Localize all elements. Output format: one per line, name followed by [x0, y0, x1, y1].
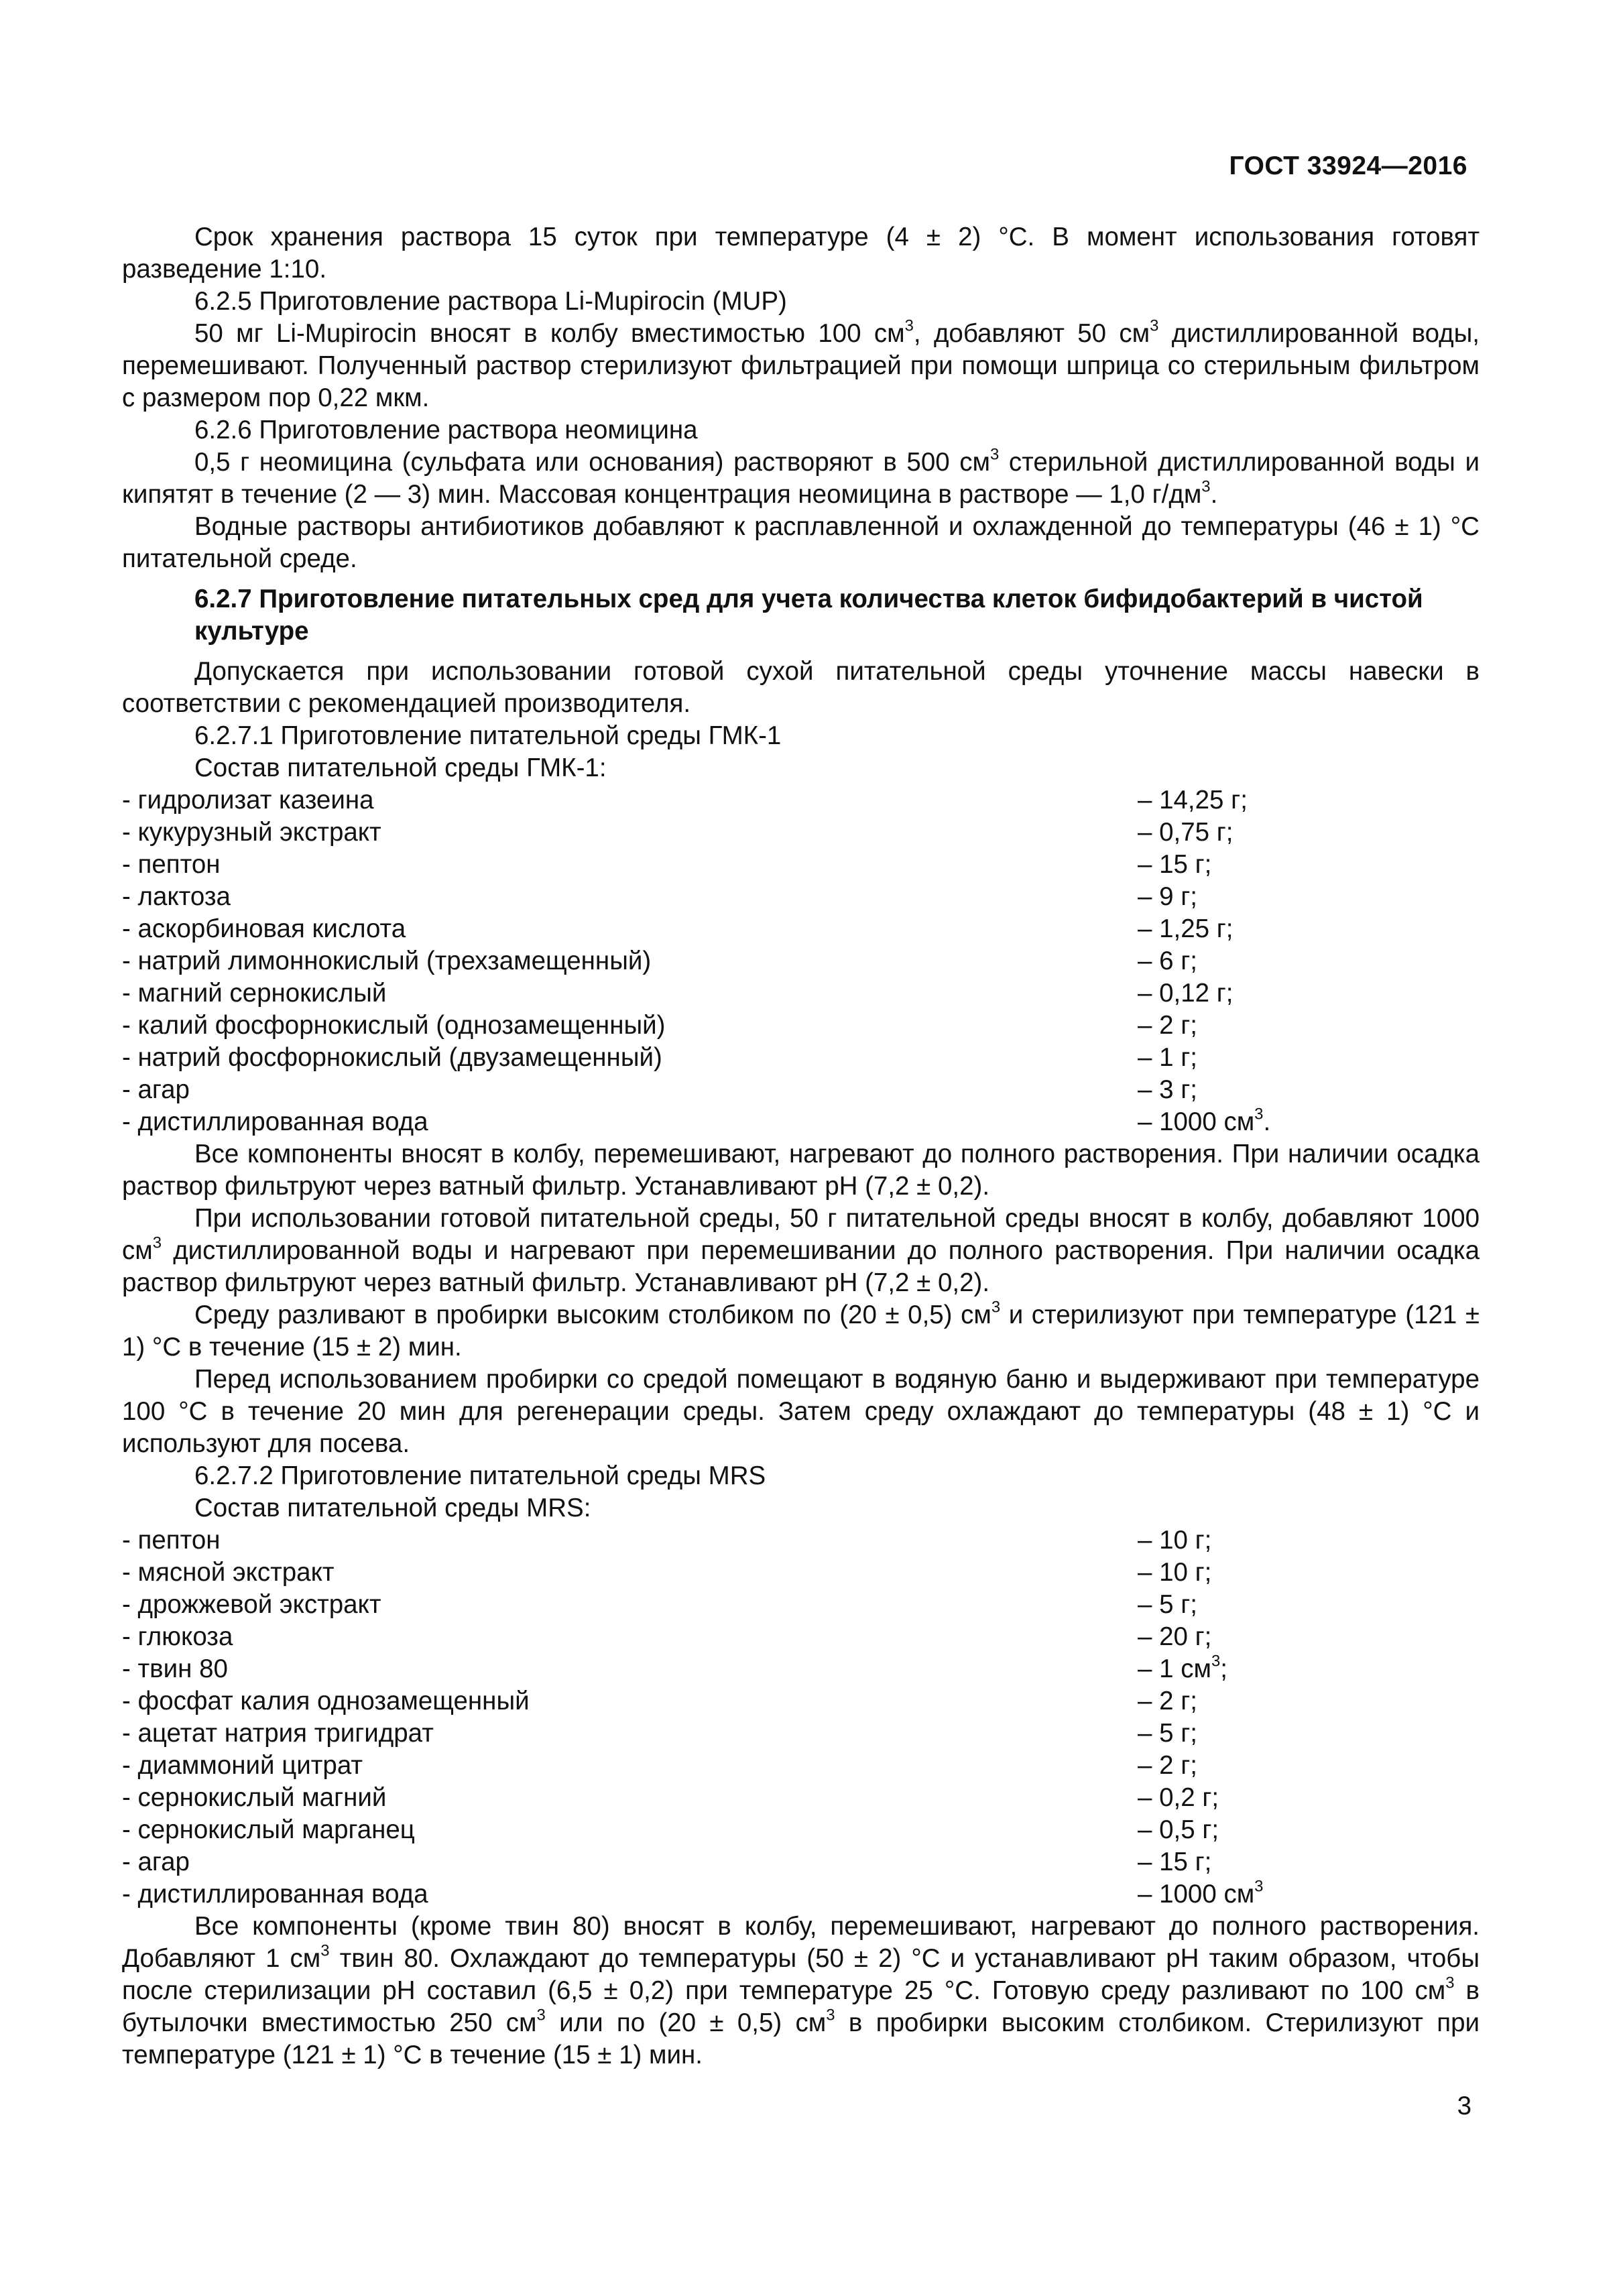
list-item: - лактоза – 9 г;: [122, 882, 1197, 911]
list-item: - ацетат натрия тригидрат – 5 г;: [122, 1719, 1197, 1748]
section-6-2-7-1-title: 6.2.7.1 Приготовление питательной среды ГМК-1: [194, 721, 782, 750]
paragraph-before-use: Перед использованием пробирки со средой помещают в водяную баню и выдерживают при температуре 100 °С в течение 20 мин для регенерации среды. Затем среду охлаждают до температуры (48 ± 1) °С и используют для посева.: [122, 1365, 1480, 1458]
list-item: - дрожжевой экстракт – 5 г;: [122, 1590, 1197, 1619]
list-item: - фосфат калия однозамещенный – 2 г;: [122, 1687, 1197, 1715]
list-item: - диаммоний цитрат – 2 г;: [122, 1751, 1197, 1780]
list-item: - пептон – 15 г;: [122, 850, 1212, 879]
list-item: - калий фосфорнокислый (однозамещенный) – 2 г;: [122, 1011, 1197, 1040]
section-6-2-5-title: 6.2.5 Приготовление раствора Li-Mupirocin (MUP): [194, 287, 787, 316]
paragraph-antibiotics: Водные растворы антибиотиков добавляют к расплавленной и охлажденной до температуры (46 ± 1) °С питательной среде.: [122, 512, 1480, 573]
composition-label-gmk1: Состав питательной среды ГМК-1:: [194, 753, 607, 782]
document-header-id: ГОСТ 33924—2016: [1229, 152, 1467, 180]
paragraph-mrs-preparation: Все компоненты (кроме твин 80) вносят в колбу, перемешивают, нагревают до полного растворения. Добавляют 1 $см^3$ твин 80. Охлаждают до температуры (50 ± 2) °С и устанавливают рН таким образом, чтобы после стерилизации рН составил (6,5 ± 0,2) при температуре 25 °С. Готовую среду разливают по 100 $см^3$ в бутылочки вместимостью 250 $см^3$ или по (20 ± 0,5) $см^3$ в пробирки высоким столбиком. Стерилизуют при температуре (121 ± 1) °С в течение (15 ± 1) мин.: [122, 1912, 1480, 2069]
list-item: - пептон – 10 г;: [122, 1526, 1212, 1555]
list-item: - агар – 3 г;: [122, 1075, 1197, 1104]
page-number: 3: [1457, 2092, 1471, 2120]
list-item: - твин 80 – 1 $см^3$;: [122, 1652, 1227, 1683]
list-item: - сернокислый магний – 0,2 г;: [122, 1783, 1219, 1812]
list-item: - сернокислый марганец – 0,5 г;: [122, 1815, 1219, 1844]
section-6-2-7-heading: 6.2.7 Приготовление питательных сред для учета количества клеток бифидобактерий в чистой культуре: [194, 585, 1423, 646]
mrs-composition-list: [122, 1524, 1480, 1911]
section-6-2-7-2-title: 6.2.7.2 Приготовление питательной среды MRS: [194, 1461, 766, 1490]
paragraph-gmk1-preparation: Все компоненты вносят в колбу, перемешивают, нагревают до полного растворения. При наличии осадка раствор фильтруют через ватный фильтр. Устанавливают рН (7,2 ± 0,2).: [122, 1140, 1480, 1201]
list-item: - кукурузный экстракт – 0,75 г;: [122, 818, 1234, 847]
paragraph-pouring: Среду разливают в пробирки высоким столбиком по (20 ± 0,5) $см^3$ и стерилизуют при температуре (121 ± 1) °С в течение (15 ± 2) мин.: [122, 1298, 1480, 1362]
document-body: [122, 221, 1480, 2071]
list-item: - глюкоза – 20 г;: [122, 1622, 1212, 1651]
list-item: - аскорбиновая кислота – 1,25 г;: [122, 914, 1234, 943]
paragraph-neomycin: 0,5 г неомицина (сульфата или основания) растворяют в 500 $см^3$ стерильной дистиллированной воды и кипятят в течение (2 — 3) мин. Массовая концентрация неомицина в растворе — 1,0 $г/дм^3$.: [122, 445, 1480, 509]
paragraph-ready-medium: При использовании готовой питательной среды, 50 г питательной среды вносят в колбу, добавляют 1000 $см^3$ дистиллированной воды и нагревают при перемешивании до полного растворения. При наличии осадка раствор фильтруют через ватный фильтр. Устанавливают рН (7,2 ± 0,2).: [122, 1204, 1480, 1297]
list-item: - гидролизат казеина – 14,25 г;: [122, 786, 1248, 814]
paragraph-storage: Срок хранения раствора 15 суток при температуре (4 ± 2) °С. В момент использования готовят разведение 1:10.: [122, 223, 1480, 284]
paragraph-dry-medium: Допускается при использовании готовой сухой питательной среды уточнение массы навески в соответствии с рекомендацией производителя.: [122, 657, 1480, 718]
list-item: - натрий лимоннокислый (трехзамещенный) – 6 г;: [122, 947, 1197, 975]
list-item: - дистиллированная вода – 1000 $см^3$: [122, 1877, 1264, 1909]
list-item: - магний сернокислый – 0,12 г;: [122, 979, 1234, 1008]
section-6-2-6-title: 6.2.6 Приготовление раствора неомицина: [194, 416, 698, 444]
composition-label-mrs: Состав питательной среды MRS:: [194, 1494, 591, 1522]
gmk1-composition-list: [122, 784, 1480, 1138]
list-item: - мясной экстракт – 10 г;: [122, 1558, 1212, 1587]
list-item: - агар – 15 г;: [122, 1848, 1212, 1876]
list-item: - дистиллированная вода – 1000 $см^3$.: [122, 1105, 1271, 1136]
paragraph-mupirocin: 50 мг Li-Mupirocin вносят в колбу вместимостью 100 $см^3$, добавляют 50 $см^3$ дистиллированной воды, перемешивают. Полученный раствор стерилизуют фильтрацией при помощи шприца со стерильным фильтром с размером пор 0,22 мкм.: [122, 316, 1480, 412]
list-item: - натрий фосфорнокислый (двузамещенный) – 1 г;: [122, 1043, 1197, 1072]
